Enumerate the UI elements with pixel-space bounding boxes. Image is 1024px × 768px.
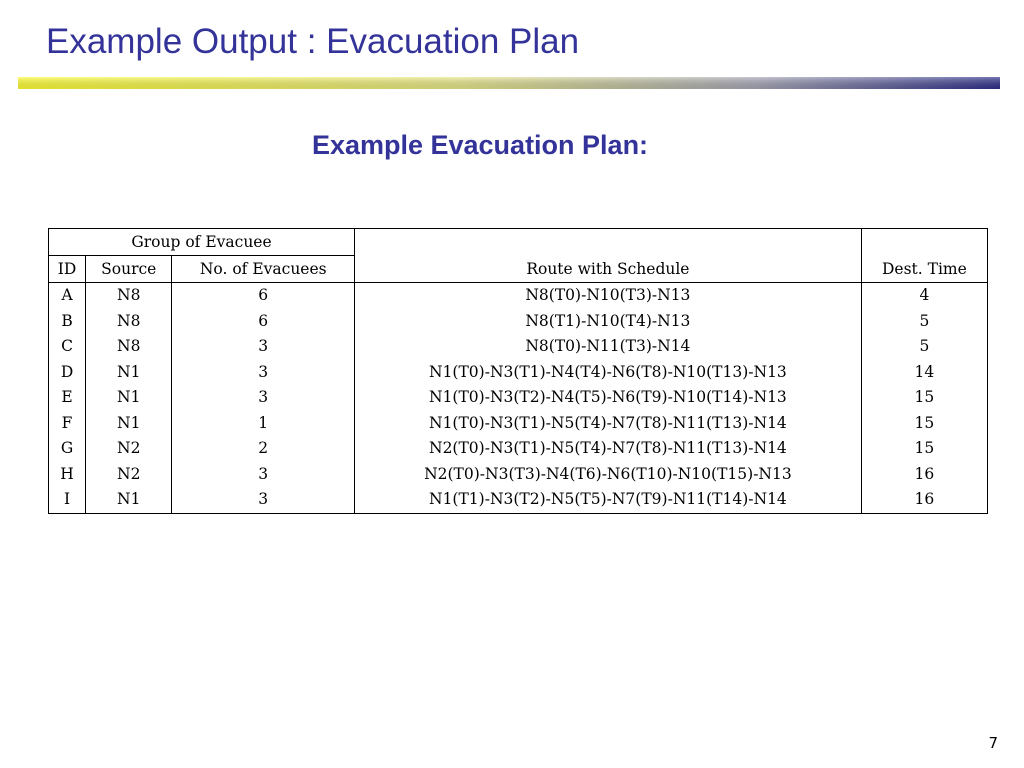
- id-cell: E: [61, 388, 73, 406]
- route-cell: N1(T0)-N3(T1)-N5(T4)-N7(T8)-N11(T13)-N14: [355, 411, 862, 437]
- count-cell: 6: [172, 283, 355, 309]
- count-cell: 2: [172, 436, 355, 462]
- source-cell: N1: [86, 487, 172, 513]
- count-cell: 3: [172, 360, 355, 386]
- source-cell: N2: [86, 462, 172, 488]
- group-header-row: [49, 229, 988, 256]
- source-cell: N1: [86, 385, 172, 411]
- dest-time-cell: 14: [861, 360, 987, 386]
- table-row: [49, 360, 988, 386]
- id-cell: B: [61, 311, 73, 330]
- title-divider: [18, 76, 1000, 90]
- dest-time-cell: 5: [861, 334, 987, 360]
- group-of-evacuee-header: Group of Evacuee: [49, 229, 355, 256]
- route-cell: N1(T0)-N3(T2)-N4(T5)-N6(T9)-N10(T14)-N13: [355, 385, 862, 411]
- route-cell: N8(T0)-N11(T3)-N14: [355, 334, 862, 360]
- id-cell: H: [60, 464, 74, 483]
- route-cell: N1(T1)-N3(T2)-N5(T5)-N7(T9)-N11(T14)-N14: [355, 487, 862, 513]
- table-row: [49, 309, 988, 335]
- table-row: [49, 385, 988, 411]
- count-cell: 3: [172, 385, 355, 411]
- table-row: [49, 411, 988, 437]
- table-row: [49, 462, 988, 488]
- table-row: [49, 283, 988, 309]
- dest-time-cell: 5: [861, 309, 987, 335]
- route-cell: N8(T1)-N10(T4)-N13: [355, 309, 862, 335]
- route-cell: N2(T0)-N3(T3)-N4(T6)-N6(T10)-N10(T15)-N13: [355, 462, 862, 488]
- dest-time-cell: 16: [861, 462, 987, 488]
- evacuation-plan-table: [48, 228, 988, 514]
- source-header: Source: [86, 256, 172, 283]
- source-cell: N8: [86, 309, 172, 335]
- dest-time-cell: 15: [861, 411, 987, 437]
- page-number: 7: [988, 734, 998, 752]
- count-cell: 3: [172, 334, 355, 360]
- id-cell: C: [61, 337, 73, 355]
- id-cell: G: [60, 439, 74, 457]
- section-heading: Example Evacuation Plan:: [311, 130, 649, 160]
- id-header: ID: [57, 260, 77, 278]
- id-cell: F: [61, 413, 73, 432]
- dest-time-cell: 4: [861, 283, 987, 309]
- route-cell: N8(T0)-N10(T3)-N13: [355, 283, 862, 309]
- route-header: Route with Schedule: [355, 229, 862, 283]
- count-cell: 3: [172, 462, 355, 488]
- dest-time-cell: 15: [861, 385, 987, 411]
- count-cell: 6: [172, 309, 355, 335]
- source-cell: N8: [86, 283, 172, 309]
- slide-title: Example Output : Evacuation Plan: [46, 22, 580, 61]
- dest-time-cell: 15: [861, 436, 987, 462]
- table-row: [49, 487, 988, 513]
- source-cell: N2: [86, 436, 172, 462]
- source-cell: N8: [86, 334, 172, 360]
- table-row: [49, 334, 988, 360]
- id-cell: A: [49, 283, 86, 309]
- table-row: [49, 436, 988, 462]
- count-cell: 3: [172, 487, 355, 513]
- dest-time-header: Dest. Time: [861, 229, 987, 283]
- count-header: No. of Evacuees: [172, 256, 355, 283]
- source-cell: N1: [86, 411, 172, 437]
- route-cell: N1(T0)-N3(T1)-N4(T4)-N6(T8)-N10(T13)-N13: [355, 360, 862, 386]
- id-cell: D: [60, 362, 74, 381]
- source-cell: N1: [86, 360, 172, 386]
- dest-time-cell: 16: [861, 487, 987, 513]
- count-cell: 1: [172, 411, 355, 437]
- route-cell: N2(T0)-N3(T1)-N5(T4)-N7(T8)-N11(T13)-N14: [355, 436, 862, 462]
- id-cell: I: [63, 490, 71, 508]
- table-body: [49, 283, 988, 514]
